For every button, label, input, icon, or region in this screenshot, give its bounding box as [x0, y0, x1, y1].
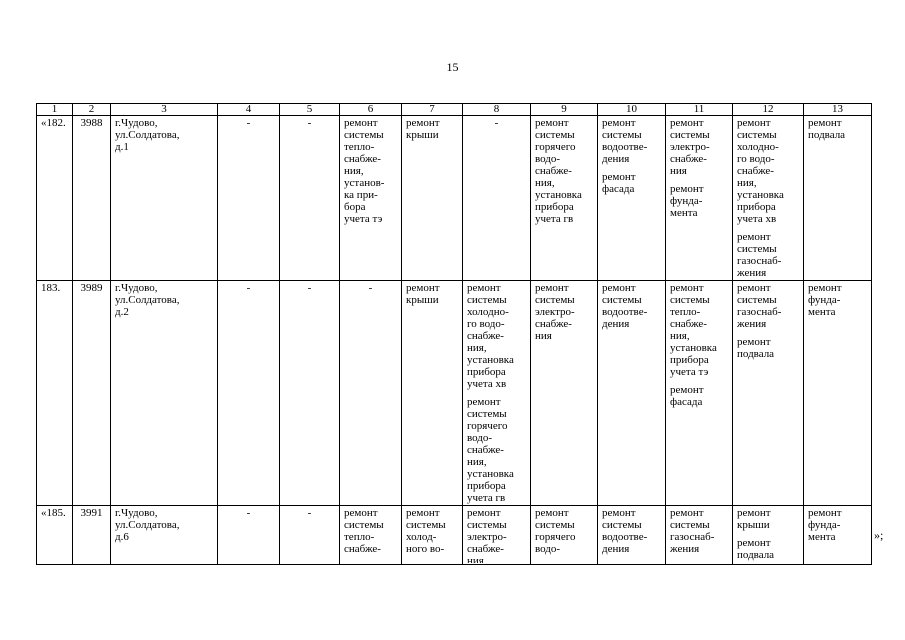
cell-text: 3989	[80, 282, 103, 294]
cell-text: -	[307, 282, 312, 294]
cell-text: ремонт подвала	[808, 117, 846, 141]
column-header: 12	[733, 104, 804, 116]
table-cell	[598, 506, 666, 565]
table-cell	[73, 116, 111, 281]
table-cell	[804, 281, 872, 506]
cell-text: -	[246, 282, 251, 294]
table-cell	[531, 506, 598, 565]
cell-text: ремонт системы электро- снабже- ния	[670, 117, 710, 177]
column-header: 3	[111, 104, 218, 116]
table-cell	[218, 506, 280, 565]
page-number: 15	[446, 60, 459, 74]
column-header: 9	[531, 104, 598, 116]
table-cell	[280, 506, 340, 565]
cell-text: «182.	[41, 117, 66, 129]
cell-text: ремонт системы холодно- го водо- снабже- ния, установка прибора учета хв	[467, 282, 514, 390]
table-cell	[402, 281, 463, 506]
table-row	[37, 506, 872, 565]
cell-text: ремонт фунда- мента	[808, 282, 842, 318]
column-header: 10	[598, 104, 666, 116]
cell-text: -	[307, 507, 312, 519]
cell-text: ремонт системы водоотве- дения	[602, 282, 648, 330]
cell-text: -	[246, 507, 251, 519]
cell-text: ремонт системы горячего водо- снабже- ния, установка прибора учета гв	[535, 117, 582, 225]
cell-text: ремонт фасада	[670, 384, 704, 408]
table-cell	[111, 116, 218, 281]
cell-text: -	[246, 117, 251, 129]
table-cell	[402, 116, 463, 281]
cell-text: ремонт системы тепло- снабже-	[344, 507, 384, 555]
cell-text: ремонт системы электро- снабже- ния	[467, 507, 507, 563]
cell-text: ремонт системы газоснаб- жения	[670, 507, 715, 555]
cell-text: ремонт фасада	[602, 171, 636, 195]
cell-text: ремонт системы холодно- го водо- снабже- ния, установка прибора учета хв	[737, 117, 784, 225]
table-cell	[73, 506, 111, 565]
cell-text: ремонт системы электро- снабже- ния	[535, 282, 575, 342]
table-cell	[340, 281, 402, 506]
cell-text: ремонт подвала	[737, 336, 775, 360]
table-cell	[598, 116, 666, 281]
column-header: 7	[402, 104, 463, 116]
cell-text: 183.	[41, 282, 61, 294]
cell-text: ремонт фунда- мента	[670, 183, 704, 219]
cell-text: ремонт подвала	[737, 537, 775, 561]
table-cell	[598, 281, 666, 506]
table-cell	[531, 116, 598, 281]
table-cell	[73, 281, 111, 506]
column-header: 6	[340, 104, 402, 116]
table-cell	[733, 506, 804, 565]
column-header: 2	[73, 104, 111, 116]
cell-text: 3991	[80, 507, 103, 519]
cell-text: «185.	[41, 507, 66, 519]
cell-text: ремонт фунда- мента	[808, 507, 842, 543]
column-header: 1	[37, 104, 73, 116]
table-cell	[733, 281, 804, 506]
table-cell	[340, 506, 402, 565]
table-cell	[463, 116, 531, 281]
column-header: 8	[463, 104, 531, 116]
table-cell	[280, 281, 340, 506]
table-cell	[111, 281, 218, 506]
cell-text: ремонт системы тепло- снабже- ния, установка прибора учета тэ	[670, 282, 717, 378]
table-cell	[804, 116, 872, 281]
table-cell	[340, 116, 402, 281]
table-cell	[666, 506, 733, 565]
cell-text: -	[368, 282, 373, 294]
column-header: 11	[666, 104, 733, 116]
cell-text: ремонт системы водоотве- дения	[602, 507, 648, 555]
cell-text: г.Чудово, ул.Солдатова, д.6	[115, 507, 180, 543]
cell-text: ремонт крыши	[737, 507, 771, 531]
repair-schedule-table	[36, 103, 872, 565]
cell-text: ремонт крыши	[406, 117, 440, 141]
cell-text: ремонт системы тепло- снабже- ния, установ- ка при- бора учета тэ	[344, 117, 385, 225]
closing-mark: »;	[874, 528, 884, 542]
cell-text: 3988	[80, 117, 103, 129]
cell-text: ремонт системы газоснаб- жения	[737, 282, 782, 330]
table-row	[37, 281, 872, 506]
table-row	[37, 116, 872, 281]
cell-text: ремонт крыши	[406, 282, 440, 306]
column-header: 5	[280, 104, 340, 116]
cell-text: ремонт системы газоснаб- жения	[737, 231, 782, 279]
table-cell	[280, 116, 340, 281]
cell-text: -	[494, 117, 499, 129]
table-cell	[666, 116, 733, 281]
table-cell	[402, 506, 463, 565]
table-cell	[804, 506, 872, 565]
table-cell	[37, 116, 73, 281]
cell-text: ремонт системы горячего водо-	[535, 507, 576, 555]
table-cell	[666, 281, 733, 506]
cell-text: ремонт системы водоотве- дения	[602, 117, 648, 165]
table-cell	[463, 506, 531, 565]
cell-text: г.Чудово, ул.Солдатова, д.2	[115, 282, 180, 318]
column-header: 4	[218, 104, 280, 116]
column-header: 13	[804, 104, 872, 116]
table-cell	[463, 281, 531, 506]
table-cell	[218, 116, 280, 281]
table-cell	[218, 281, 280, 506]
table-cell	[733, 116, 804, 281]
cell-text: -	[307, 117, 312, 129]
table-cell	[37, 281, 73, 506]
cell-text: ремонт системы холод- ного во-	[406, 507, 446, 555]
table-cell	[111, 506, 218, 565]
table-header-row	[37, 104, 872, 116]
cell-text: ремонт системы горячего водо- снабже- ния, установка прибора учета гв	[467, 396, 514, 504]
table-cell	[37, 506, 73, 565]
cell-text: г.Чудово, ул.Солдатова, д.1	[115, 117, 180, 153]
table-cell	[531, 281, 598, 506]
